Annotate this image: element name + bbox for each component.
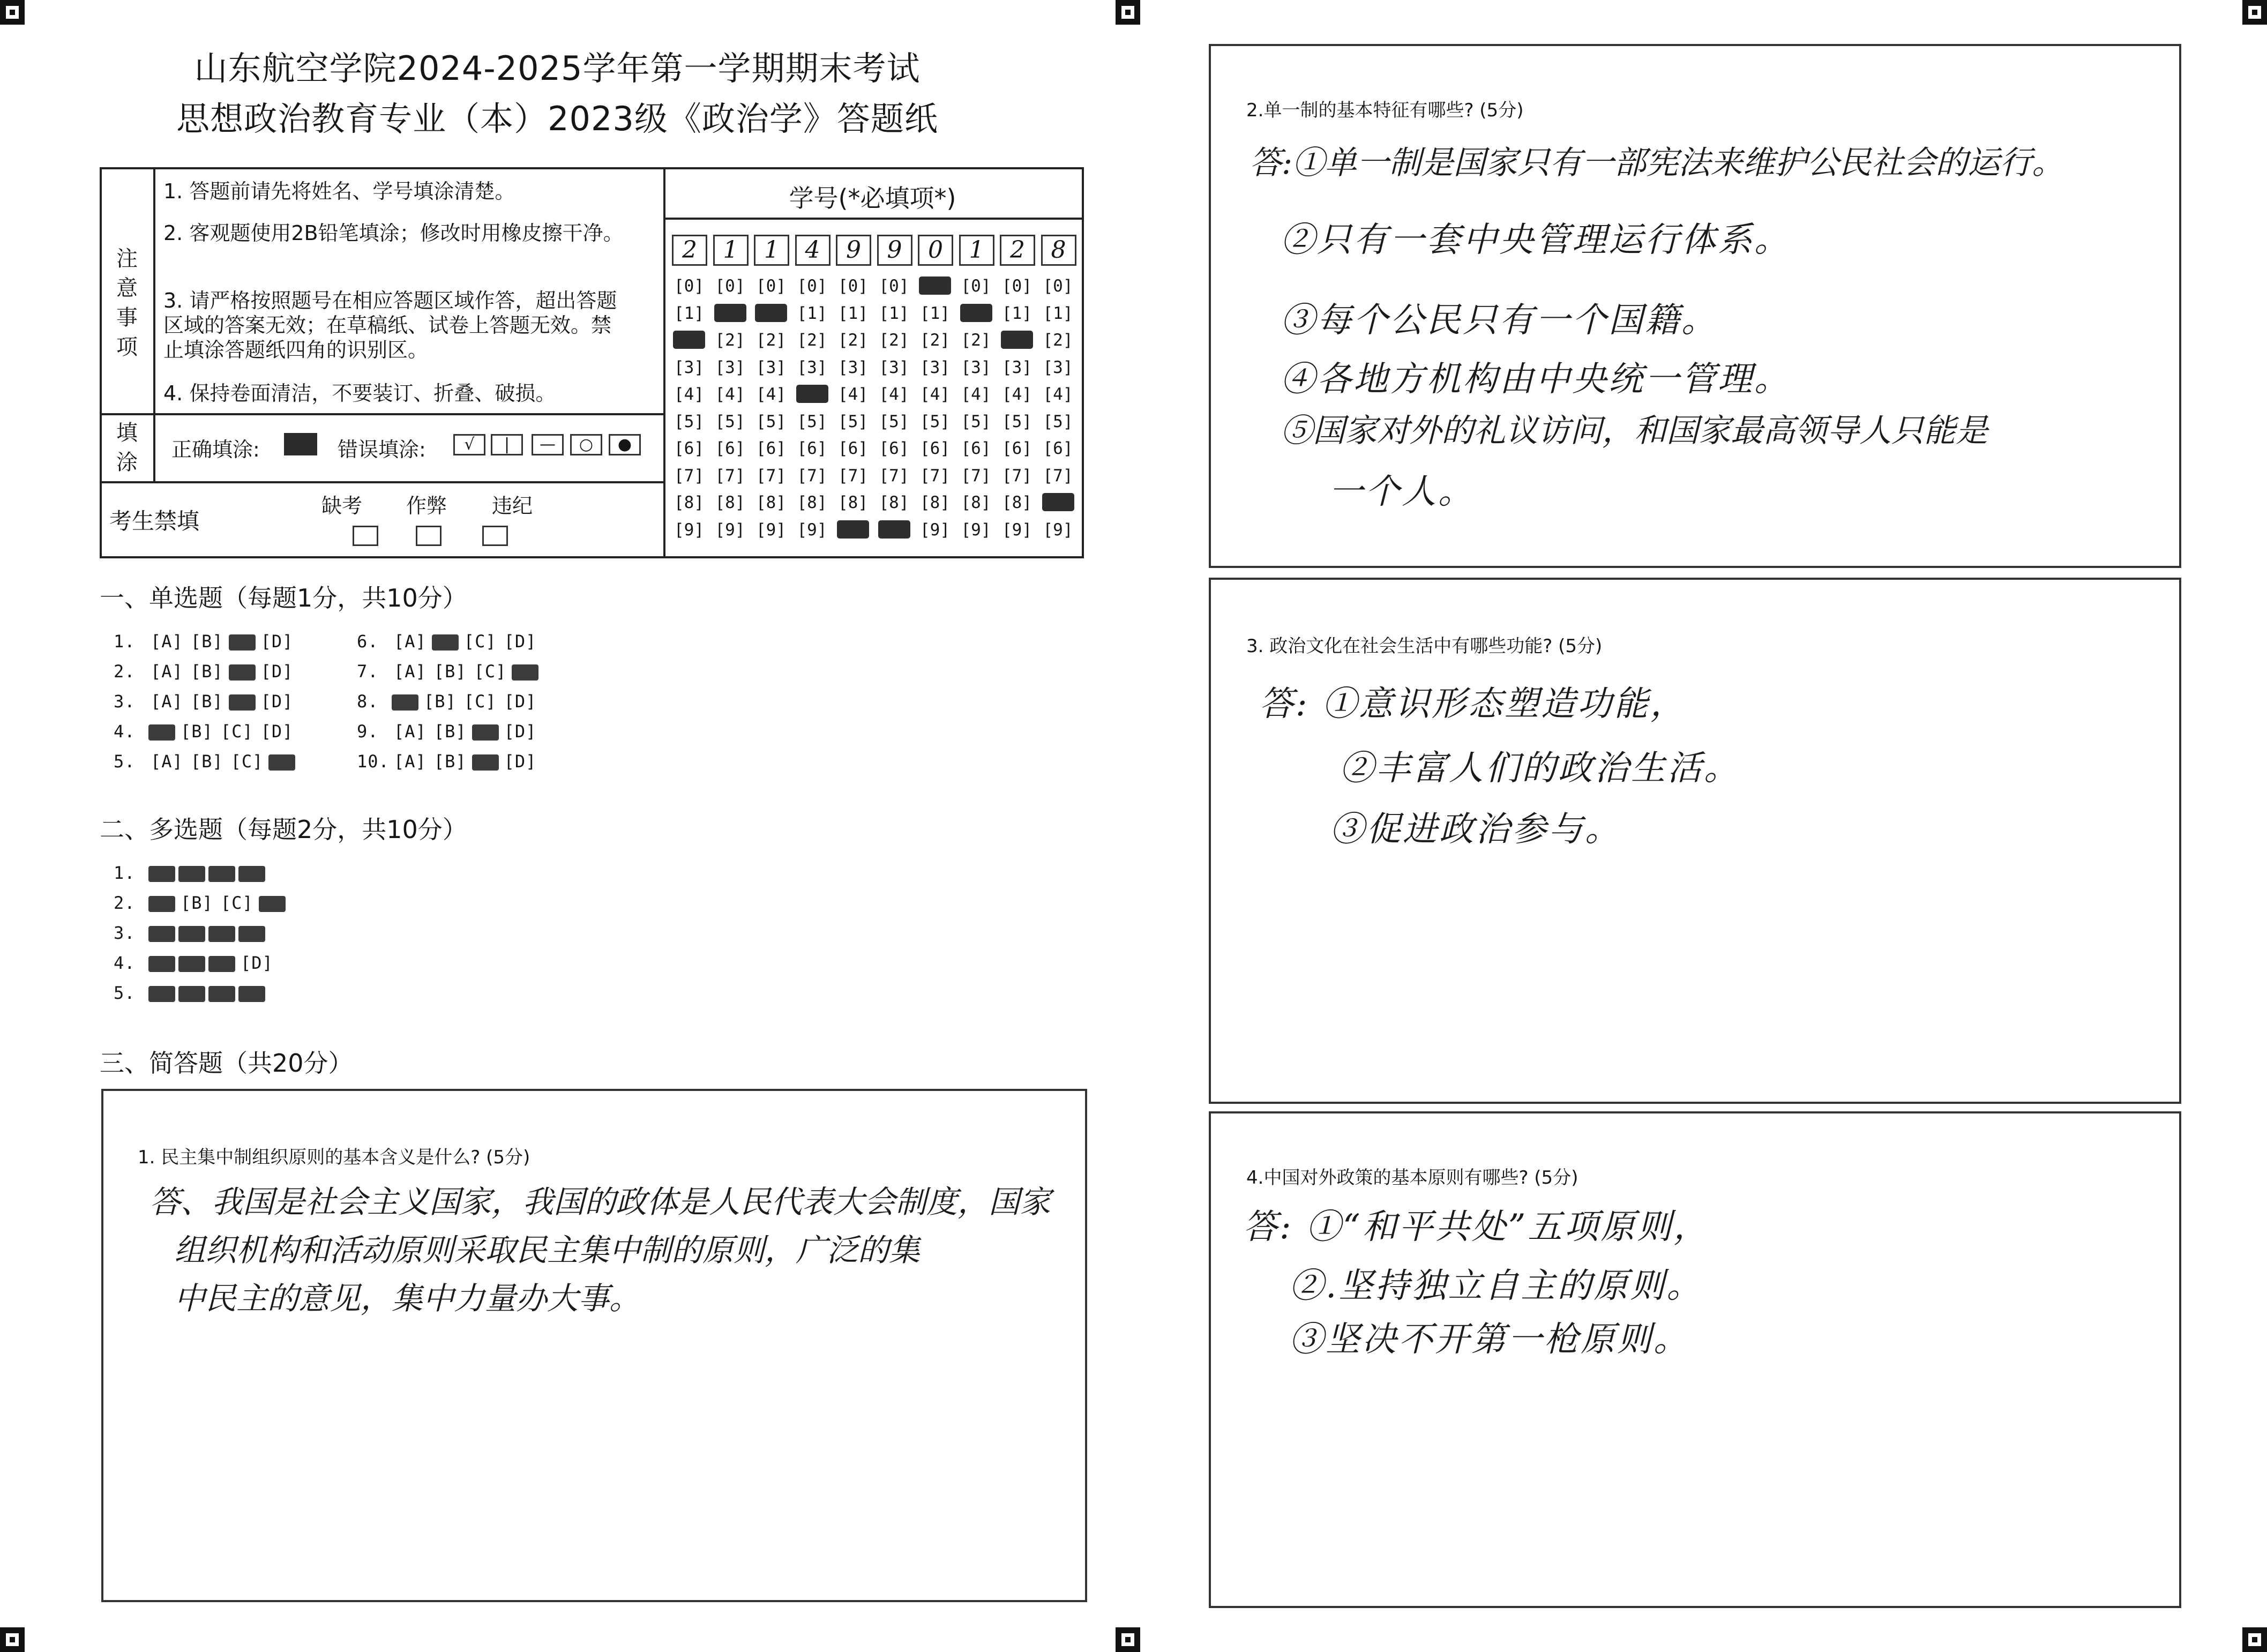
question-number: 10. xyxy=(357,751,390,772)
single-choice-question xyxy=(114,751,297,772)
student-id-bubble[interactable]: [7] xyxy=(1043,466,1073,485)
student-id-bubble[interactable]: [5] xyxy=(1043,412,1073,431)
student-id-bubble[interactable]: [2] xyxy=(920,331,950,350)
student-id-bubble[interactable]: [5] xyxy=(756,412,786,431)
corner-marker-top-left xyxy=(0,0,25,25)
option-bubble-filled[interactable] xyxy=(238,866,265,882)
option-bubble[interactable]: [C] xyxy=(230,751,264,772)
student-id-bubble[interactable]: [5] xyxy=(1002,412,1032,431)
student-id-bubble[interactable]: [0] xyxy=(961,276,991,296)
q3-answer-line: ②丰富人们的政治生活。 xyxy=(1340,749,1740,788)
student-id-bubble[interactable]: [6] xyxy=(756,439,786,458)
student-id-bubble[interactable]: [3] xyxy=(1002,357,1032,377)
student-id-bubble[interactable]: [3] xyxy=(920,357,950,377)
student-id-digit-box: 8 xyxy=(1041,235,1076,266)
option-bubble[interactable]: [B] xyxy=(181,893,213,913)
student-id-bubble[interactable]: [9] xyxy=(1002,520,1032,540)
absent-checkbox[interactable] xyxy=(353,526,378,546)
option-bubble-filled[interactable] xyxy=(178,866,205,882)
single-choice-question xyxy=(357,691,540,712)
student-id-digit-box: 0 xyxy=(918,235,953,266)
student-id-bubble[interactable] xyxy=(878,520,910,539)
student-id-bubble[interactable]: [9] xyxy=(756,520,786,540)
student-id-bubble[interactable]: [1] xyxy=(1043,303,1073,323)
student-id-bubble[interactable]: [1] xyxy=(797,303,827,323)
q4-answer-line: ②.坚持独立自主的原则。 xyxy=(1289,1266,1703,1306)
student-id-bubble[interactable]: [4] xyxy=(879,385,909,404)
option-bubble-filled[interactable] xyxy=(148,896,175,912)
single-choice-question xyxy=(114,631,297,652)
student-id-bubble[interactable]: [3] xyxy=(1043,357,1073,377)
q2-answer-line: ③每个公民只有一个国籍。 xyxy=(1281,301,1718,340)
student-id-bubble[interactable]: [8] xyxy=(1002,493,1032,512)
student-id-bubble[interactable]: [2] xyxy=(797,331,827,350)
student-id-bubble[interactable]: [6] xyxy=(879,439,909,458)
student-id-bubble[interactable]: [1] xyxy=(879,303,909,323)
student-id-bubble[interactable]: [0] xyxy=(756,276,786,296)
question-number: 5. xyxy=(114,751,136,772)
student-id-bubble[interactable]: [7] xyxy=(838,466,868,485)
option-bubble[interactable]: [B] xyxy=(190,751,223,772)
corner-marker-bottom-center xyxy=(1116,1627,1140,1652)
single-choice-question xyxy=(114,691,297,712)
option-bubble[interactable]: [B] xyxy=(181,721,213,742)
corner-marker-top-center xyxy=(1116,0,1140,25)
student-id-bubble[interactable]: [2] xyxy=(961,331,991,350)
student-id-bubble[interactable]: [9] xyxy=(797,520,827,540)
option-bubble[interactable]: [D] xyxy=(504,751,537,772)
option-bubble[interactable]: [A] xyxy=(394,631,427,652)
student-id-bubble[interactable]: [7] xyxy=(1002,466,1032,485)
option-bubble-filled[interactable] xyxy=(208,866,235,882)
q1-answer-line: 组织机构和活动原则采取民主集中制的原则，广泛的集 xyxy=(174,1232,921,1268)
question-number: 4. xyxy=(114,953,136,973)
option-bubble[interactable]: [C] xyxy=(474,661,507,682)
option-bubble[interactable]: [D] xyxy=(260,721,294,742)
forbidden-label: 考生禁填 xyxy=(109,508,200,534)
q2-answer-line: ⑤国家对外的礼议访问，和国家最高领导人只能是 xyxy=(1281,412,1988,450)
student-id-bubble[interactable]: [5] xyxy=(961,412,991,431)
question-number: 3. xyxy=(114,923,136,943)
student-id-bubble[interactable]: [3] xyxy=(715,357,745,377)
option-bubble-filled[interactable] xyxy=(259,896,286,912)
option-bubble[interactable]: [D] xyxy=(504,631,537,652)
student-id-bubble[interactable]: [6] xyxy=(1043,439,1073,458)
question-number: 2. xyxy=(114,661,136,682)
corner-marker-top-right xyxy=(2242,0,2267,25)
option-bubble[interactable]: [D] xyxy=(504,721,537,742)
student-id-bubble[interactable]: [8] xyxy=(674,493,704,512)
q2-answer-line: ②只有一套中央管理运行体系。 xyxy=(1281,220,1791,260)
student-id-bubble[interactable]: [1] xyxy=(920,303,950,323)
fill-label: 填涂 xyxy=(116,421,138,475)
option-bubble-filled[interactable] xyxy=(178,986,205,1002)
q3-title: 3. 政治文化在社会生活中有哪些功能? (5分) xyxy=(1246,636,1603,657)
student-id-bubble[interactable]: [9] xyxy=(961,520,991,540)
option-bubble[interactable]: [A] xyxy=(151,661,183,682)
student-id-bubble[interactable]: [6] xyxy=(838,439,868,458)
option-bubble-filled[interactable] xyxy=(148,956,175,972)
student-id-bubble[interactable] xyxy=(960,304,992,322)
student-id-bubble[interactable]: [5] xyxy=(674,412,704,431)
student-id-bubble[interactable]: [0] xyxy=(1043,276,1073,296)
notice-label: 注意事项 xyxy=(116,246,138,360)
wrong-mark-circle: ○ xyxy=(570,434,602,455)
student-id-bubble[interactable]: [0] xyxy=(1002,276,1032,296)
section1-title: 一、单选题（每题1分，共10分） xyxy=(100,584,467,612)
q2-answer-line: 一个人。 xyxy=(1329,472,1475,512)
single-choice-question xyxy=(114,721,297,742)
student-id-bubble[interactable]: [5] xyxy=(838,412,868,431)
q2-answer-line: 答:①单一制是国家只有一部宪法来维护公民社会的运行。 xyxy=(1250,144,2064,182)
option-bubble[interactable]: [C] xyxy=(220,893,253,913)
option-bubble[interactable]: [A] xyxy=(394,751,427,772)
student-id-bubble[interactable] xyxy=(837,520,869,539)
student-id-bubble[interactable]: [7] xyxy=(920,466,950,485)
option-bubble-filled[interactable] xyxy=(392,694,418,711)
student-id-bubble[interactable] xyxy=(919,276,951,295)
option-bubble-filled[interactable] xyxy=(208,956,235,972)
wrong-mark-dot: ● xyxy=(609,434,641,455)
student-id-bubble[interactable]: [9] xyxy=(920,520,950,540)
question-number: 1. xyxy=(114,631,136,652)
student-id-bubble[interactable]: [5] xyxy=(715,412,745,431)
student-id-title: 学号(*必填项*) xyxy=(789,184,956,213)
option-bubble[interactable]: [A] xyxy=(151,751,183,772)
student-id-bubble[interactable]: [2] xyxy=(1043,331,1073,350)
correct-fill-sample xyxy=(284,433,317,455)
student-id-bubble[interactable]: [4] xyxy=(715,385,745,404)
student-id-bubble[interactable] xyxy=(1001,331,1033,349)
option-bubble[interactable]: [D] xyxy=(260,661,294,682)
question-number: 8. xyxy=(357,691,379,712)
student-id-bubble[interactable]: [3] xyxy=(797,357,827,377)
student-id-digit-box: 9 xyxy=(836,235,871,266)
student-id-bubble[interactable] xyxy=(755,304,787,322)
student-id-bubble[interactable]: [5] xyxy=(797,412,827,431)
multi-choice-question xyxy=(114,893,287,913)
forbidden-cheat: 作弊 xyxy=(406,494,447,518)
student-id-bubble[interactable]: [6] xyxy=(1002,439,1032,458)
q2-answer-box[interactable] xyxy=(1209,44,2181,568)
option-bubble[interactable]: [A] xyxy=(394,661,427,682)
student-id-bubble[interactable]: [8] xyxy=(961,493,991,512)
q4-answer-line: 答: ①“和平共处”五项原则， xyxy=(1243,1207,1710,1247)
q3-answer-line: 答: ①意识形态塑造功能， xyxy=(1259,684,1687,724)
option-bubble-filled[interactable] xyxy=(472,724,499,741)
student-id-bubble[interactable]: [1] xyxy=(838,303,868,323)
student-id-bubble[interactable]: [4] xyxy=(838,385,868,404)
student-id-bubble[interactable]: [3] xyxy=(674,357,704,377)
forbidden-violation: 违纪 xyxy=(492,494,533,518)
student-id-bubble[interactable]: [4] xyxy=(961,385,991,404)
q1-answer-line: 答、我国是社会主义国家，我国的政体是人民代表大会制度，国家 xyxy=(149,1184,1051,1220)
question-number: 6. xyxy=(357,631,379,652)
student-id-bubble[interactable]: [3] xyxy=(879,357,909,377)
option-bubble-filled[interactable] xyxy=(178,926,205,942)
option-bubble-filled[interactable] xyxy=(238,926,265,942)
single-choice-question xyxy=(114,661,297,682)
option-bubble-filled[interactable] xyxy=(432,634,459,651)
q4-answer-line: ③坚决不开第一枪原则。 xyxy=(1289,1320,1690,1359)
student-id-bubble[interactable]: [8] xyxy=(879,493,909,512)
student-id-bubble[interactable]: [4] xyxy=(674,385,704,404)
exam-title: 山东航空学院2024-2025学年第一学期期末考试 xyxy=(194,49,921,88)
multi-choice-question xyxy=(114,863,267,883)
option-bubble-filled[interactable] xyxy=(238,986,265,1002)
option-bubble[interactable]: [D] xyxy=(260,691,294,712)
student-id-bubble[interactable]: [7] xyxy=(961,466,991,485)
student-id-bubble[interactable]: [2] xyxy=(838,331,868,350)
student-id-bubble[interactable]: [4] xyxy=(756,385,786,404)
notice-item-1: 1. 答题前请先将姓名、学号填涂清楚。 xyxy=(163,180,515,203)
section3-title: 三、简答题（共20分） xyxy=(100,1049,353,1078)
student-id-bubble[interactable]: [8] xyxy=(920,493,950,512)
student-id-bubble[interactable]: [0] xyxy=(797,276,827,296)
violation-checkbox[interactable] xyxy=(482,526,508,546)
student-id-bubble[interactable]: [3] xyxy=(838,357,868,377)
multi-choice-question xyxy=(114,953,277,973)
question-number: 9. xyxy=(357,721,379,742)
option-bubble[interactable]: [A] xyxy=(151,631,183,652)
student-id-bubble[interactable]: [5] xyxy=(879,412,909,431)
student-id-bubble[interactable]: [7] xyxy=(879,466,909,485)
student-id-bubble[interactable]: [0] xyxy=(674,276,704,296)
student-id-bubble[interactable]: [9] xyxy=(674,520,704,540)
student-id-digit-box: 1 xyxy=(754,235,789,266)
multi-choice-question xyxy=(114,923,267,943)
student-id-bubble[interactable]: [1] xyxy=(674,303,704,323)
option-bubble[interactable]: [B] xyxy=(424,691,457,712)
cheat-checkbox[interactable] xyxy=(416,526,442,546)
student-id-digit-box: 9 xyxy=(877,235,912,266)
exam-subtitle: 思想政治教育专业（本）2023级《政治学》答题纸 xyxy=(176,99,938,138)
option-bubble-filled[interactable] xyxy=(148,724,175,741)
option-bubble-filled[interactable] xyxy=(148,866,175,882)
q3-answer-box[interactable] xyxy=(1209,578,2181,1104)
option-bubble-filled[interactable] xyxy=(229,664,256,681)
notice-item-3: 3. 请严格按照题号在相应答题区域作答，超出答题区域的答案无效；在草稿纸、试卷上答题无效。禁止填涂答题纸四角的识别区。 xyxy=(163,289,617,362)
option-bubble[interactable]: [D] xyxy=(504,691,537,712)
student-id-bubble[interactable] xyxy=(714,304,746,322)
student-id-digit-box: 2 xyxy=(1000,235,1035,266)
q1-answer-line: 中民主的意见，集中力量办大事。 xyxy=(174,1280,641,1317)
forbidden-absent: 缺考 xyxy=(321,494,363,518)
student-id-bubble[interactable]: [0] xyxy=(879,276,909,296)
question-number: 5. xyxy=(114,983,136,1003)
student-id-bubble[interactable]: [9] xyxy=(715,520,745,540)
student-id-digit-box: 2 xyxy=(672,235,707,266)
corner-marker-bottom-left xyxy=(0,1627,25,1652)
option-bubble[interactable]: [C] xyxy=(463,631,497,652)
student-id-digit-box: 1 xyxy=(713,235,749,266)
multi-choice-question xyxy=(114,983,267,1003)
student-id-bubble[interactable]: [7] xyxy=(674,466,704,485)
option-bubble[interactable]: [B] xyxy=(190,691,223,712)
student-id-bubble[interactable]: [2] xyxy=(756,331,786,350)
student-id-bubble[interactable]: [2] xyxy=(715,331,745,350)
wrong-mark-bar: | xyxy=(491,434,523,455)
student-id-digit-box: 1 xyxy=(959,235,994,266)
single-choice-question xyxy=(357,631,540,652)
option-bubble[interactable]: [B] xyxy=(433,751,467,772)
q4-answer-box[interactable] xyxy=(1209,1111,2181,1608)
option-bubble-filled[interactable] xyxy=(229,634,256,651)
option-bubble-filled[interactable] xyxy=(512,664,538,681)
wrong-mark-check: √ xyxy=(453,434,485,455)
student-id-bubble[interactable]: [4] xyxy=(920,385,950,404)
single-choice-question xyxy=(357,661,540,682)
student-id-bubble[interactable]: [7] xyxy=(756,466,786,485)
student-id-bubble[interactable]: [0] xyxy=(715,276,745,296)
wrong-fill-label: 错误填涂: xyxy=(338,438,426,461)
option-bubble[interactable]: [B] xyxy=(433,661,467,682)
q3-answer-line: ③促进政治参与。 xyxy=(1330,810,1621,849)
question-number: 1. xyxy=(114,863,136,883)
student-id-bubble[interactable]: [7] xyxy=(797,466,827,485)
notice-item-4: 4. 保持卷面清洁，不要装订、折叠、破损。 xyxy=(163,382,556,405)
student-id-bubble[interactable]: [7] xyxy=(715,466,745,485)
option-bubble[interactable]: [D] xyxy=(260,631,294,652)
notice-item-2: 2. 客观题使用2B铅笔填涂；修改时用橡皮擦干净。 xyxy=(163,221,624,245)
student-id-bubble[interactable]: [2] xyxy=(879,331,909,350)
option-bubble-filled[interactable] xyxy=(208,986,235,1002)
student-id-bubble[interactable]: [6] xyxy=(961,439,991,458)
option-bubble[interactable]: [C] xyxy=(220,721,253,742)
option-bubble[interactable]: [C] xyxy=(463,691,497,712)
option-bubble[interactable]: [A] xyxy=(394,721,427,742)
option-bubble-filled[interactable] xyxy=(208,926,235,942)
student-id-bubble[interactable]: [9] xyxy=(1043,520,1073,540)
q2-title: 2.单一制的基本特征有哪些? (5分) xyxy=(1246,100,1524,121)
question-number: 4. xyxy=(114,721,136,742)
student-id-bubble[interactable] xyxy=(673,331,705,349)
student-id-bubble[interactable]: [6] xyxy=(674,439,704,458)
single-choice-question xyxy=(357,721,540,742)
student-id-bubble[interactable]: [8] xyxy=(797,493,827,512)
student-id-bubble[interactable]: [4] xyxy=(1002,385,1032,404)
option-bubble-filled[interactable] xyxy=(472,754,499,771)
student-id-bubble[interactable]: [6] xyxy=(797,439,827,458)
option-bubble[interactable]: [D] xyxy=(241,953,273,973)
student-id-bubble[interactable]: [0] xyxy=(838,276,868,296)
student-id-bubble[interactable] xyxy=(1042,493,1074,511)
q2-answer-line: ④各地方机构由中央统一管理。 xyxy=(1281,360,1791,399)
student-id-bubble[interactable]: [3] xyxy=(756,357,786,377)
option-bubble[interactable]: [B] xyxy=(433,721,467,742)
single-choice-question xyxy=(357,751,540,772)
option-bubble[interactable]: [A] xyxy=(151,691,183,712)
student-id-bubble[interactable]: [4] xyxy=(1043,385,1073,404)
student-id-bubble[interactable]: [6] xyxy=(920,439,950,458)
student-id-digit-box: 4 xyxy=(795,235,831,266)
student-id-bubble[interactable]: [3] xyxy=(961,357,991,377)
wrong-mark-dash: — xyxy=(532,434,564,455)
student-id-bubble[interactable]: [5] xyxy=(920,412,950,431)
question-number: 7. xyxy=(357,661,379,682)
student-id-bubble[interactable]: [8] xyxy=(715,493,745,512)
option-bubble-filled[interactable] xyxy=(268,754,295,771)
option-bubble[interactable]: [B] xyxy=(190,631,223,652)
q1-title: 1. 民主集中制组织原则的基本含义是什么? (5分) xyxy=(138,1147,530,1168)
info-table xyxy=(100,167,1084,558)
option-bubble[interactable]: [B] xyxy=(190,661,223,682)
student-id-bubble[interactable]: [6] xyxy=(715,439,745,458)
question-number: 2. xyxy=(114,893,136,913)
correct-fill-label: 正确填涂: xyxy=(171,438,260,461)
q4-title: 4.中国对外政策的基本原则有哪些? (5分) xyxy=(1246,1167,1578,1188)
student-id-bubble[interactable]: [8] xyxy=(838,493,868,512)
question-number: 3. xyxy=(114,691,136,712)
section2-title: 二、多选题（每题2分，共10分） xyxy=(100,815,467,844)
option-bubble-filled[interactable] xyxy=(148,986,175,1002)
q1-answer-box[interactable] xyxy=(101,1089,1087,1602)
option-bubble-filled[interactable] xyxy=(229,694,256,711)
student-id-bubble[interactable] xyxy=(796,385,828,403)
option-bubble-filled[interactable] xyxy=(148,926,175,942)
student-id-bubble[interactable]: [8] xyxy=(756,493,786,512)
student-id-bubble[interactable]: [1] xyxy=(1002,303,1032,323)
corner-marker-bottom-right xyxy=(2242,1627,2267,1652)
option-bubble-filled[interactable] xyxy=(178,956,205,972)
